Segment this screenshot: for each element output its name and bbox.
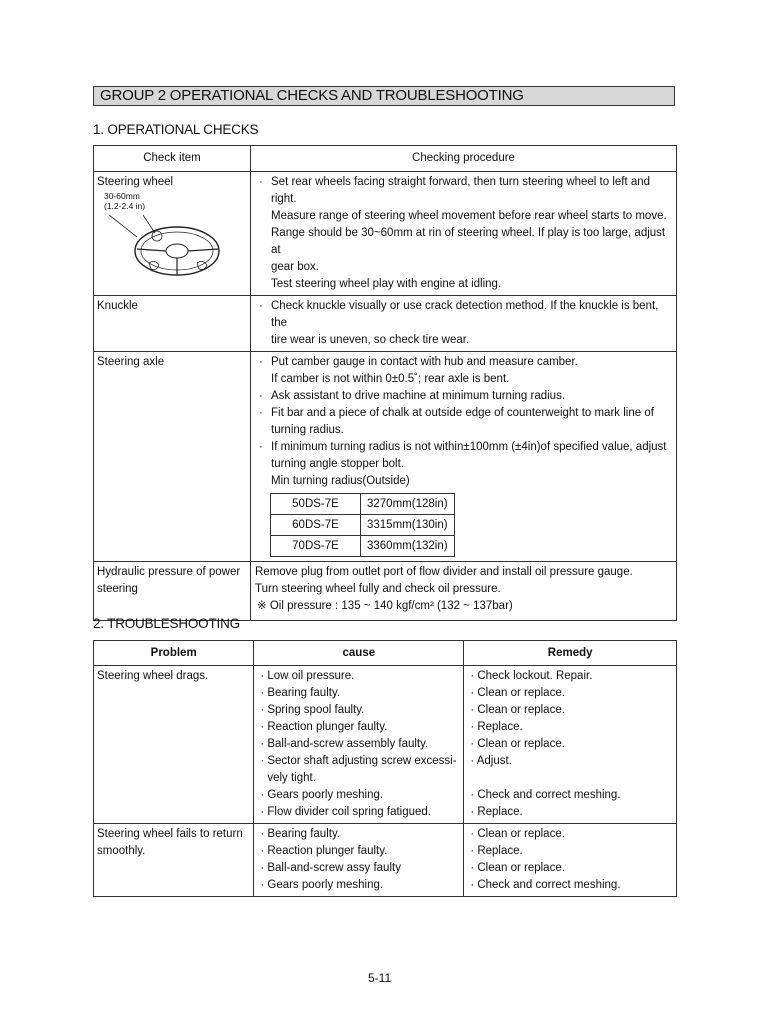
- remedy-cell: · Check lockout. Repair. · Clean or replace. · Clean or replace. · Replace. · Clean or replace. · Adjust. · Check and correct meshing. · Replace.: [464, 666, 677, 824]
- procedure-hydraulic-pressure: Remove plug from outlet port of flow divider and install oil pressure gauge. Turn steering wheel fully and check oil pressure. ※ Oil pressure : 135 ~ 140 kgf/cm² (132 ~ 137bar): [251, 562, 677, 621]
- row-steering-wheel-fails-return: [94, 824, 677, 897]
- radius-row: [271, 536, 455, 557]
- row-hydraulic-pressure: [94, 562, 677, 621]
- check-item-knuckle: Knuckle: [94, 296, 251, 352]
- cause-cell: · Low oil pressure. · Bearing faulty. · Spring spool faulty. · Reaction plunger faulty. · Ball-and-screw assembly faulty. · Sector shaft adjusting screw excessi- vely tight. · Gears poorly meshing. · Flow divider coil spring fatigued.: [254, 666, 464, 824]
- page-number: 5-11: [368, 971, 392, 985]
- troubleshooting-table: [93, 640, 677, 897]
- radius-model: 70DS-7E: [271, 536, 361, 557]
- row-knuckle: [94, 296, 677, 352]
- problem-cell: Steering wheel drags.: [94, 666, 254, 824]
- check-item-cell: [94, 172, 251, 296]
- header-cause: cause: [254, 641, 464, 666]
- figure-label-in: (1.2-2.4 in): [104, 201, 146, 211]
- radius-value: 3315mm(130in): [361, 515, 455, 536]
- header-check-item: Check item: [94, 146, 251, 172]
- row-steering-wheel-drags: [94, 666, 677, 824]
- check-item-steering-axle: Steering axle: [94, 352, 251, 562]
- steering-wheel-icon: [97, 191, 247, 277]
- header-problem: Problem: [94, 641, 254, 666]
- radius-value: 3270mm(128in): [361, 494, 455, 515]
- operational-checks-table: [93, 145, 677, 621]
- procedure-knuckle: · Check knuckle visually or use crack detection method. If the knuckle is bent, the tire wear is uneven, so check tire wear.: [251, 296, 677, 352]
- remedy-cell: · Clean or replace. · Replace. · Clean or replace. · Check and correct meshing.: [464, 824, 677, 897]
- header-checking-procedure: Checking procedure: [251, 146, 677, 172]
- row-steering-wheel: [94, 172, 677, 296]
- procedure-steering-wheel: · Set rear wheels facing straight forward, then turn steering wheel to left and right. Measure range of steering wheel movement before rear wheel starts to move. Range should be 30~60mm at rin of steering wheel. If play is too large, adjust at gear box. Test steering wheel play with engine at idling.: [251, 172, 677, 296]
- group-title: GROUP 2 OPERATIONAL CHECKS AND TROUBLESHOOTING: [93, 86, 675, 106]
- problem-cell: Steering wheel fails to return smoothly.: [94, 824, 254, 897]
- radius-row: [271, 515, 455, 536]
- steering-wheel-figure: [97, 191, 247, 277]
- check-item-hydraulic-pressure: Hydraulic pressure of power steering: [94, 562, 251, 621]
- check-item-steering-wheel: Steering wheel: [97, 176, 174, 188]
- radius-model: 50DS-7E: [271, 494, 361, 515]
- radius-row: [271, 494, 455, 515]
- radius-model: 60DS-7E: [271, 515, 361, 536]
- section-title-operational-checks: 1. OPERATIONAL CHECKS: [93, 122, 259, 137]
- procedure-steering-axle: · Put camber gauge in contact with hub and measure camber. If camber is not within 0±0.5˚; rear axle is bent. · Ask assistant to drive machine at minimum turning radius. · Fit bar and a piece of chalk at outside edge of counterweight to mark line of turning radius. · If minimum turning radius is not within±100mm (±4in)of specified value, adjust turning angle stopper bolt. Min turning radius(Outside) 50DS-7E 3270mm(128in) 60DS-7E 3315mm(130in) 70DS-7E 3360mm(132in): [251, 352, 677, 562]
- cause-cell: · Bearing faulty. · Reaction plunger faulty. · Ball-and-screw assy faulty · Gears poorly meshing.: [254, 824, 464, 897]
- radius-value: 3360mm(132in): [361, 536, 455, 557]
- section-title-troubleshooting: 2. TROUBLESHOOTING: [93, 616, 240, 631]
- header-remedy: Remedy: [464, 641, 677, 666]
- row-steering-axle: [94, 352, 677, 562]
- min-turning-radius-table: [270, 493, 455, 557]
- figure-label-mm: 30-60mm: [104, 191, 140, 201]
